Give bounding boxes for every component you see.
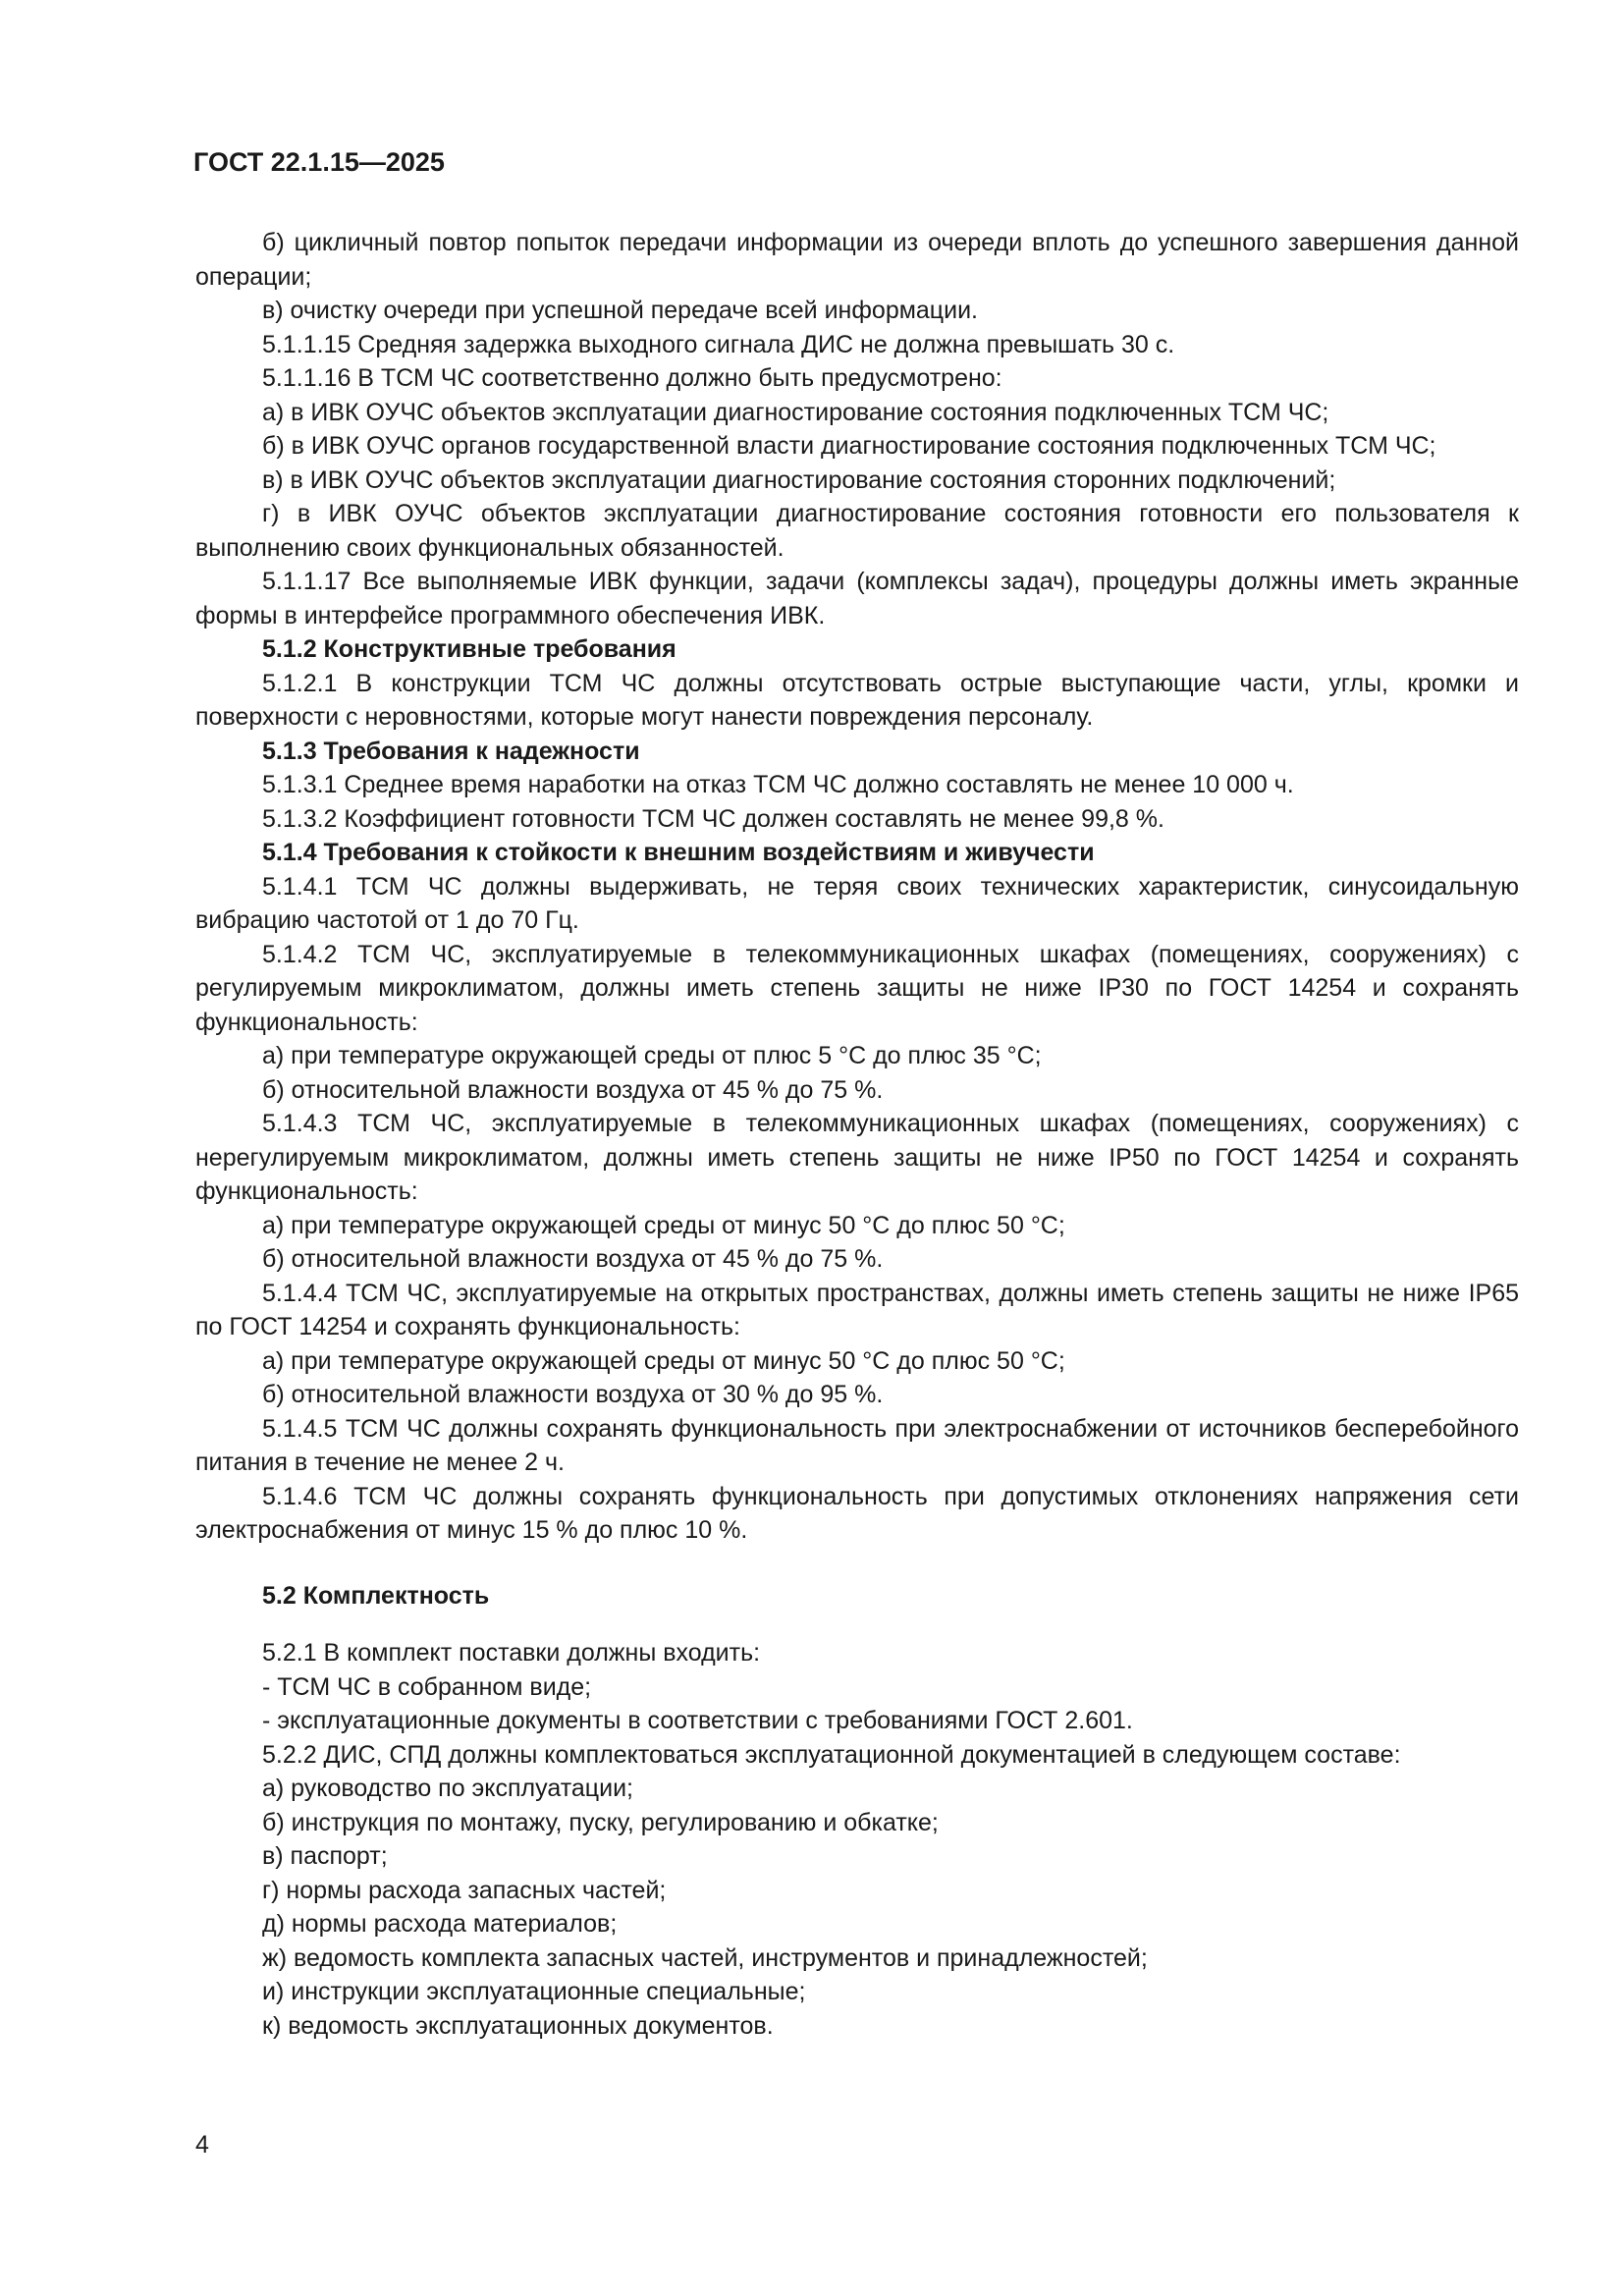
- page-header: ГОСТ 22.1.15—2025: [193, 147, 445, 177]
- paragraph: а) в ИВК ОУЧС объектов эксплуатации диагностирование состояния подключенных ТСМ ЧС;: [262, 398, 1329, 426]
- paragraph: 5.2.1 В комплект поставки должны входить:: [262, 1639, 761, 1667]
- paragraph: - ТСМ ЧС в собранном виде;: [262, 1672, 592, 1701]
- paragraph: д) нормы расхода материалов;: [262, 1910, 618, 1938]
- paragraph: 5.1.4.5 ТСМ ЧС должны сохранять функциональность при электроснабжении от источников бесперебойного питания в течение не менее 2 ч.: [195, 1414, 1519, 1476]
- paragraph: а) руководство по эксплуатации;: [262, 1775, 633, 1802]
- paragraph: г) в ИВК ОУЧС объектов эксплуатации диагностирование состояния готовности его пользователя к выполнению своих функциональных обязанностей.: [195, 500, 1519, 562]
- paragraph: г) нормы расхода запасных частей;: [262, 1876, 667, 1904]
- subsection-heading: 5.1.3 Требования к надежности: [262, 737, 640, 765]
- paragraph: 5.1.2.1 В конструкции ТСМ ЧС должны отсутствовать острые выступающие части, углы, кромки и поверхности с неровностями, которые могут нанести повреждения персоналу.: [195, 669, 1519, 731]
- paragraph: в) очистку очереди при успешной передаче всей информации.: [262, 297, 979, 324]
- paragraph: в) в ИВК ОУЧС объектов эксплуатации диагностирование состояния сторонних подключений;: [262, 465, 1336, 494]
- paragraph: б) в ИВК ОУЧС органов государственной власти диагностирование состояния подключенных ТСМ ЧС;: [262, 432, 1436, 460]
- paragraph: 5.1.4.4 ТСМ ЧС, эксплуатируемые на открытых пространствах, должны иметь степень защиты не ниже IP65 по ГОСТ 14254 и сохранять функциональность:: [195, 1279, 1519, 1340]
- paragraph: 5.1.3.2 Коэффициент готовности ТСМ ЧС должен составлять не менее 99,8 %.: [262, 804, 1164, 833]
- paragraph: 5.1.1.15 Средняя задержка выходного сигнала ДИС не должна превышать 30 с.: [262, 330, 1175, 358]
- section-heading: 5.2 Комплектность: [262, 1581, 490, 1610]
- subsection-heading: 5.1.2 Конструктивные требования: [262, 635, 676, 663]
- paragraph: б) относительной влажности воздуха от 45 % до 75 %.: [262, 1245, 884, 1273]
- paragraph: б) инструкция по монтажу, пуску, регулированию и обкатке;: [262, 1808, 939, 1836]
- paragraph: 5.1.4.2 ТСМ ЧС, эксплуатируемые в телекоммуникационных шкафах (помещениях, сооружениях) с регулируемым микроклиматом, должны иметь степень защиты не ниже IP30 по ГОСТ 14254 и сохранять функциональность:: [195, 940, 1519, 1036]
- paragraph: а) при температуре окружающей среды от плюс 5 °С до плюс 35 °С;: [262, 1042, 1042, 1069]
- paragraph: 5.1.4.1 ТСМ ЧС должны выдерживать, не теряя своих технических характеристик, синусоидальную вибрацию частотой от 1 до 70 Гц.: [195, 872, 1519, 934]
- paragraph: - эксплуатационные документы в соответствии с требованиями ГОСТ 2.601.: [262, 1707, 1133, 1734]
- paragraph: 5.1.1.16 В ТСМ ЧС соответственно должно быть предусмотрено:: [262, 364, 1002, 392]
- paragraph: 5.1.3.1 Среднее время наработки на отказ ТСМ ЧС должно составлять не менее 10 000 ч.: [262, 771, 1294, 798]
- paragraph: б) относительной влажности воздуха от 45 % до 75 %.: [262, 1075, 884, 1104]
- paragraph: а) при температуре окружающей среды от минус 50 °С до плюс 50 °С;: [262, 1211, 1065, 1239]
- paragraph: 5.1.4.3 ТСМ ЧС, эксплуатируемые в телекоммуникационных шкафах (помещениях, сооружениях) с нерегулируемым микроклиматом, должны иметь степень защиты не ниже IP50 по ГОСТ 14254 и сохранять функциональность:: [195, 1110, 1519, 1205]
- paragraph: б) цикличный повтор попыток передачи информации из очереди вплоть до успешного завершения данной операции;: [195, 229, 1519, 291]
- paragraph: 5.2.2 ДИС, СПД должны комплектоваться эксплуатационной документацией в следующем составе:: [262, 1740, 1401, 1769]
- paragraph: 5.1.1.17 Все выполняемые ИВК функции, задачи (комплексы задач), процедуры должны иметь экранные формы в интерфейсе программного обеспечения ИВК.: [195, 568, 1519, 629]
- page-number: 4: [195, 2131, 209, 2159]
- paragraph: и) инструкции эксплуатационные специальные;: [262, 1978, 806, 2005]
- paragraph: 5.1.4.6 ТСМ ЧС должны сохранять функциональность при допустимых отклонениях напряжения сети электроснабжения от минус 15 % до плюс 10 %.: [195, 1482, 1519, 1544]
- paragraph: к) ведомость эксплуатационных документов.: [262, 2011, 774, 2040]
- paragraph: ж) ведомость комплекта запасных частей, инструментов и принадлежностей;: [262, 1943, 1148, 1972]
- paragraph: а) при температуре окружающей среды от минус 50 °С до плюс 50 °С;: [262, 1346, 1065, 1375]
- paragraph: в) паспорт;: [262, 1842, 388, 1870]
- subsection-heading: 5.1.4 Требования к стойкости к внешним воздействиям и живучести: [262, 839, 1095, 866]
- paragraph: б) относительной влажности воздуха от 30 % до 95 %.: [262, 1381, 884, 1408]
- document-body: [195, 226, 1519, 2043]
